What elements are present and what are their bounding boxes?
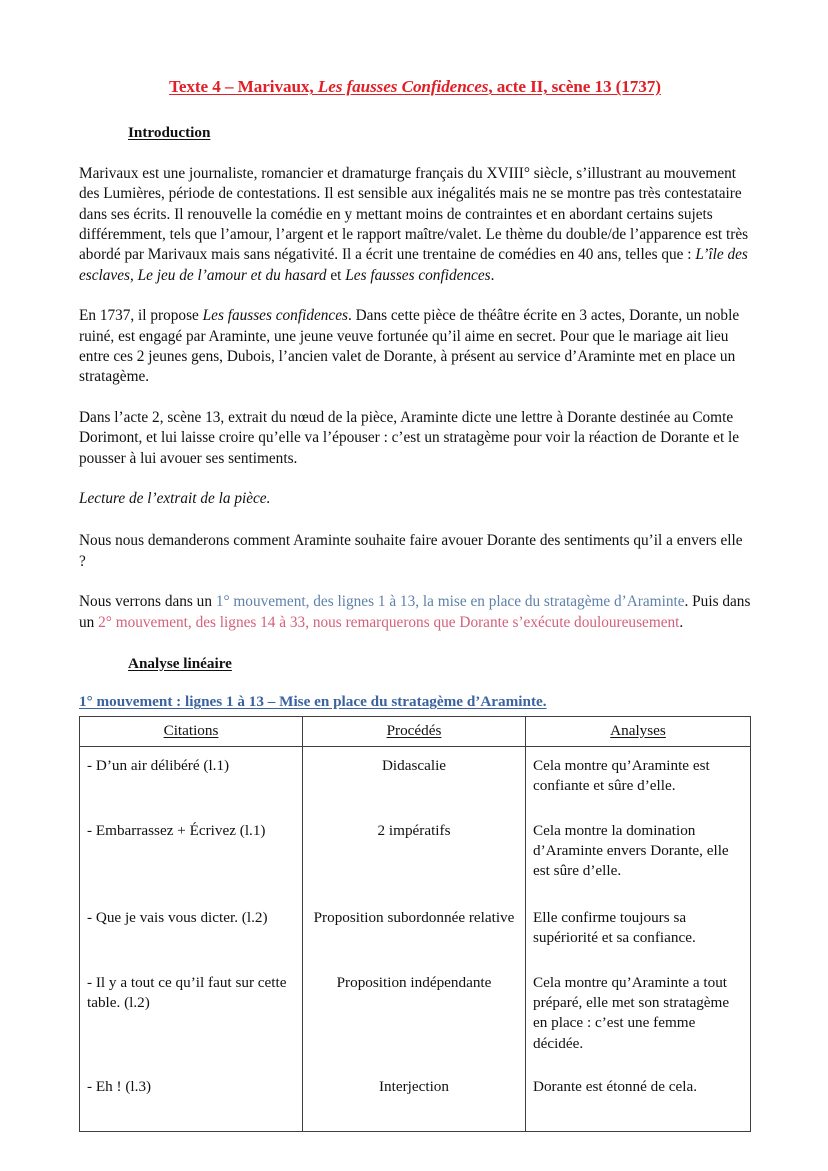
table-row	[80, 746, 751, 812]
analyse-lineaire-heading: Analyse linéaire	[128, 655, 232, 673]
intro-p2-text-1: En 1737, il propose	[79, 307, 203, 325]
table-row	[80, 964, 751, 1068]
intro-p1-work-3: Les fausses confidences	[345, 266, 491, 284]
cell-analyse: Cela montre la domination d’Araminte envers Dorante, elle est sûre d’elle.	[533, 821, 729, 880]
table-row	[80, 1068, 751, 1132]
table-row	[80, 812, 751, 897]
table-header-row	[80, 716, 751, 746]
intro-p1-work-1: L’île des esclaves	[79, 246, 748, 284]
problematique-paragraph: Nous nous demanderons comment Araminte souhaite faire avouer Dorante des sentiments qu’il a envers elle ?	[79, 532, 743, 570]
title-after: , acte II, scène 13 (1737)	[488, 77, 661, 96]
column-header-procedes-label: Procédés	[386, 721, 442, 739]
column-header-citations-label: Citations	[163, 721, 219, 739]
cell-analyse: Cela montre qu’Araminte a tout préparé, elle met son stratagème en place : c’est une femme décidée.	[533, 973, 730, 1052]
column-header-analyses-label: Analyses	[610, 721, 666, 739]
intro-p1-text-4: .	[490, 266, 495, 284]
title-before: Texte 4 – Marivaux,	[169, 77, 318, 96]
cell-citation: - Il y a tout ce qu’il faut sur cette table. (l.2)	[80, 964, 303, 1068]
cell-analyse: Elle confirme toujours sa supériorité et sa confiance.	[533, 908, 696, 946]
intro-paragraph-3: Dans l’acte 2, scène 13, extrait du nœud de la pièce, Araminte dicte une lettre à Dorante destinée au Comte Dorimont, et lui laisse croire qu’elle va l’épouser : c’est un stratagème pour voir la réaction de Dorante et le pousser à lui avouer ses sentiments.	[79, 408, 740, 467]
intro-p1-text-2: ,	[129, 266, 138, 284]
cell-procede: Proposition subordonnée relative	[303, 897, 526, 964]
cell-procede: Didascalie	[303, 746, 526, 812]
column-header-procedes	[303, 716, 526, 746]
analysis-table	[79, 716, 751, 1132]
movement-1-announcement: 1° mouvement, des lignes 1 à 13, la mise en place du stratagème d’Araminte	[215, 593, 685, 611]
intro-p1-work-2: Le jeu de l’amour et du hasard	[137, 266, 327, 284]
plan-announcement-paragraph	[79, 592, 751, 633]
document-content	[79, 76, 751, 1132]
cell-citation: - Eh ! (l.3)	[80, 1068, 303, 1132]
movement-1-heading: 1° mouvement : lignes 1 à 13 – Mise en place du stratagème d’Araminte.	[79, 693, 547, 711]
plan-text-2: . Puis dans un	[79, 593, 751, 631]
table-body	[80, 746, 751, 1131]
plan-text-3: .	[679, 613, 684, 631]
cell-procede: Interjection	[303, 1068, 526, 1132]
introduction-heading: Introduction	[128, 123, 211, 141]
cell-citation: - D’un air délibéré (l.1)	[80, 746, 303, 812]
table-row	[80, 897, 751, 964]
table-header	[80, 716, 751, 746]
cell-procede: Proposition indépendante	[303, 964, 526, 1068]
movement-2-announcement: 2° mouvement, des lignes 14 à 33, nous remarquerons que Dorante s’exécute douloureusement	[98, 613, 680, 631]
intro-paragraph-1	[79, 164, 751, 286]
intro-p2-text-2: . Dans cette pièce de théâtre écrite en 3 actes, Dorante, un noble ruiné, est engagé par Araminte, une jeune veuve fortunée qu’il aime en secret. Pour que le mariage ait lieu entre ces 2 jeunes gens, Dubois, l’ancien valet de Dorante, à présent au service d’Araminte met en place un stratagème.	[79, 307, 740, 386]
lecture-line: Lecture de l’extrait de la pièce.	[79, 490, 271, 508]
page-title	[79, 76, 751, 98]
column-header-analyses	[526, 716, 751, 746]
cell-citation: - Que je vais vous dicter. (l.2)	[80, 897, 303, 964]
plan-text-1: Nous verrons dans un	[79, 593, 216, 611]
intro-paragraph-2	[79, 306, 751, 388]
cell-citation: - Embarrassez + Écrivez (l.1)	[80, 812, 303, 897]
intro-p2-work-1: Les fausses confidences	[202, 307, 348, 325]
intro-p1-text-1: Marivaux est une journaliste, romancier et dramaturge français du XVIII° siècle, s’illustrant au mouvement des Lumières, période de contestations. Il est sensible aux inégalités mais ne se montre pas très contestataire dans ses écrits. Il renouvelle la comédie en y mettant moins de contraintes et en abordant certains sujets différemment, tels que l’amour, l’argent et le rapport maître/valet. Le thème du double/de l’apparence est très abordé par Marivaux mais sans négativité. Il a écrit une trentaine de comédies en 40 ans, telles que :	[79, 164, 749, 264]
cell-analyse: Dorante est étonné de cela.	[533, 1077, 698, 1095]
column-header-citations	[80, 716, 303, 746]
cell-analyse: Cela montre qu’Araminte est confiante et sûre d’elle.	[533, 756, 710, 794]
intro-p1-text-3: et	[326, 266, 346, 284]
title-work-italic: Les fausses Confidences	[317, 77, 489, 96]
cell-procede: 2 impératifs	[303, 812, 526, 897]
